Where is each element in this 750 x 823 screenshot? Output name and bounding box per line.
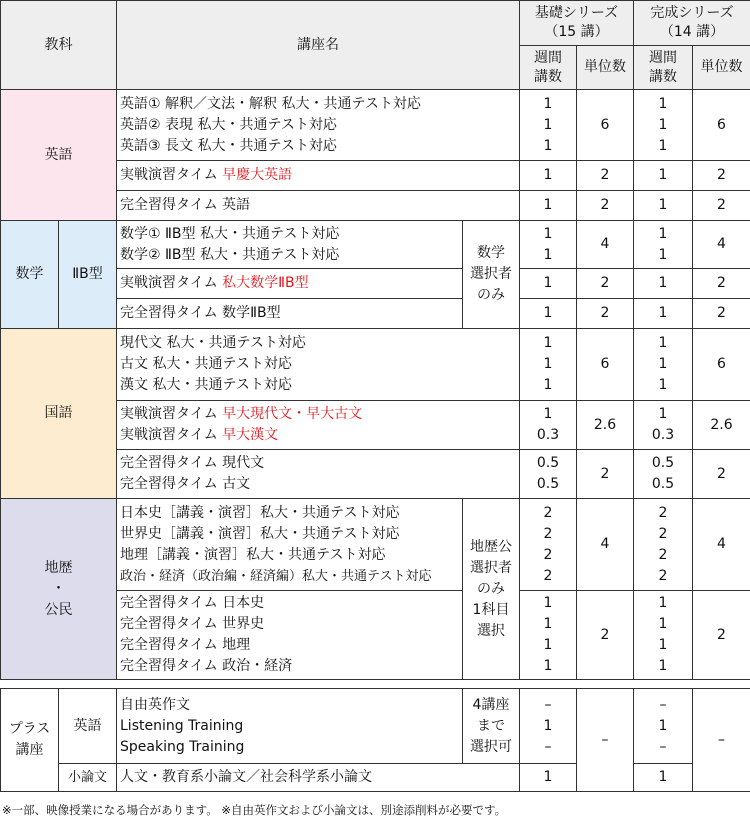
kansei-weekly: 1 xyxy=(634,269,693,299)
subject-social: 地歴 ・ 公民 xyxy=(1,499,117,680)
course-plus-english: 自由英作文 Listening Training Speaking Training xyxy=(117,689,463,764)
kansei-units: 6 xyxy=(693,90,750,161)
plus-essay-label: 小論文 xyxy=(59,764,117,792)
kansei-weekly: 1 0.3 xyxy=(634,401,693,450)
course-japanese-kanzen: 完全習得タイム 現代文 完全習得タイム 古文 xyxy=(117,450,520,499)
header-subject: 教科 xyxy=(1,1,117,90)
header-course: 講座名 xyxy=(117,1,520,90)
kansei-weekly: 1 xyxy=(634,161,693,191)
kiso-units: 2 xyxy=(577,161,634,191)
social-note: 地歴公 選択者 のみ 1科目 選択 xyxy=(463,499,520,680)
kiso-units: 4 xyxy=(577,499,634,591)
plus-course-table xyxy=(0,688,750,792)
course-math-kanzen: 完全習得タイム 数学ⅡB型 xyxy=(117,299,463,329)
course-japanese-jissen: 実戦演習タイム 早大現代文・早大古文 実戦演習タイム 早大漢文 xyxy=(117,401,520,450)
footnote: ※一部、映像授業になる場合があります。 ※自由英作文および小論文は、別途添削料が必要です。 xyxy=(2,803,507,817)
math-type: ⅡB型 xyxy=(59,221,117,329)
course-social-main: 日本史［講義・演習］私大・共通テスト対応 世界史［講義・演習］私大・共通テスト対応 地理［講義・演習］私大・共通テスト対応 政治・経済（政治編・経済編）私大・共通テスト対応 xyxy=(117,499,463,591)
header-kansei: 完成シリーズ （14 講） xyxy=(634,1,750,46)
kiso-weekly: 1 1 1 xyxy=(520,329,577,401)
header-kansei-weekly: 週間 講数 xyxy=(634,46,693,90)
kiso-weekly: 1 xyxy=(520,161,577,191)
kiso-units: 4 xyxy=(577,221,634,269)
kansei-units: 4 xyxy=(693,499,750,591)
kansei-units: – xyxy=(693,689,750,792)
kansei-weekly: 1 1 1 xyxy=(634,329,693,401)
subject-math: 数学 xyxy=(1,221,59,329)
plus-note: 4講座 まで 選択可 xyxy=(463,689,520,764)
kiso-weekly: 1 xyxy=(520,269,577,299)
kansei-units: 2 xyxy=(693,450,750,499)
kiso-units: – xyxy=(577,689,634,792)
kiso-weekly: – 1 – xyxy=(520,689,577,764)
kiso-units: 2 xyxy=(577,591,634,680)
subject-japanese: 国語 xyxy=(1,329,117,499)
course-social-kanzen: 完全習得タイム 日本史 完全習得タイム 世界史 完全習得タイム 地理 完全習得タイム 政治・経済 xyxy=(117,591,463,680)
kiso-weekly: 0.5 0.5 xyxy=(520,450,577,499)
kiso-units: 2 xyxy=(577,450,634,499)
kansei-units: 2.6 xyxy=(693,401,750,450)
header-kiso: 基礎シリーズ （15 講） xyxy=(520,1,634,46)
kiso-units: 2 xyxy=(577,269,634,299)
kiso-weekly: 1 xyxy=(520,764,577,792)
kiso-units: 2.6 xyxy=(577,401,634,450)
plus-title: プラス 講座 xyxy=(1,689,59,792)
kiso-weekly: 1 1 xyxy=(520,221,577,269)
kansei-weekly: 1 xyxy=(634,299,693,329)
kansei-units: 2 xyxy=(693,191,750,221)
course-english-main: 英語① 解釈／文法・解釈 私大・共通テスト対応 英語② 表現 私大・共通テスト対応 英語③ 長文 私大・共通テスト対応 xyxy=(117,90,520,161)
kansei-weekly: – 1 – xyxy=(634,689,693,764)
course-english-jissen: 実戦演習タイム 早慶大英語 xyxy=(117,161,520,191)
kansei-units: 2 xyxy=(693,161,750,191)
kansei-units: 2 xyxy=(693,269,750,299)
kansei-units: 4 xyxy=(693,221,750,269)
kansei-weekly: 0.5 0.5 xyxy=(634,450,693,499)
kiso-units: 6 xyxy=(577,329,634,401)
kansei-weekly: 1 xyxy=(634,764,693,792)
course-math-main: 数学① ⅡB型 私大・共通テスト対応 数学② ⅡB型 私大・共通テスト対応 xyxy=(117,221,463,269)
kiso-units: 6 xyxy=(577,90,634,161)
kansei-weekly: 1 1 1 xyxy=(634,90,693,161)
header-kiso-units: 単位数 xyxy=(577,46,634,90)
kiso-weekly: 1 xyxy=(520,299,577,329)
math-note: 数学 選択者 のみ xyxy=(463,221,520,329)
kansei-weekly: 1 1 1 1 xyxy=(634,591,693,680)
kansei-units: 6 xyxy=(693,329,750,401)
kiso-weekly: 1 0.3 xyxy=(520,401,577,450)
kansei-units: 2 xyxy=(693,591,750,680)
course-math-jissen: 実戦演習タイム 私大数学ⅡB型 xyxy=(117,269,463,299)
kiso-weekly: 1 1 1 1 xyxy=(520,591,577,680)
subject-english: 英語 xyxy=(1,90,117,221)
course-plus-essay: 人文・教育系小論文／社会科学系小論文 xyxy=(117,764,520,792)
course-english-kanzen: 完全習得タイム 英語 xyxy=(117,191,520,221)
kiso-weekly: 1 1 1 xyxy=(520,90,577,161)
plus-english-label: 英語 xyxy=(59,689,117,764)
kansei-weekly: 2 2 2 2 xyxy=(634,499,693,591)
kiso-weekly: 1 xyxy=(520,191,577,221)
header-kansei-units: 単位数 xyxy=(693,46,750,90)
kiso-weekly: 2 2 2 2 xyxy=(520,499,577,591)
kiso-units: 2 xyxy=(577,299,634,329)
header-kiso-weekly: 週間 講数 xyxy=(520,46,577,90)
kansei-units: 2 xyxy=(693,299,750,329)
kansei-weekly: 1 1 xyxy=(634,221,693,269)
kiso-units: 2 xyxy=(577,191,634,221)
kansei-weekly: 1 xyxy=(634,191,693,221)
course-japanese-main: 現代文 私大・共通テスト対応 古文 私大・共通テスト対応 漢文 私大・共通テスト対応 xyxy=(117,329,520,401)
